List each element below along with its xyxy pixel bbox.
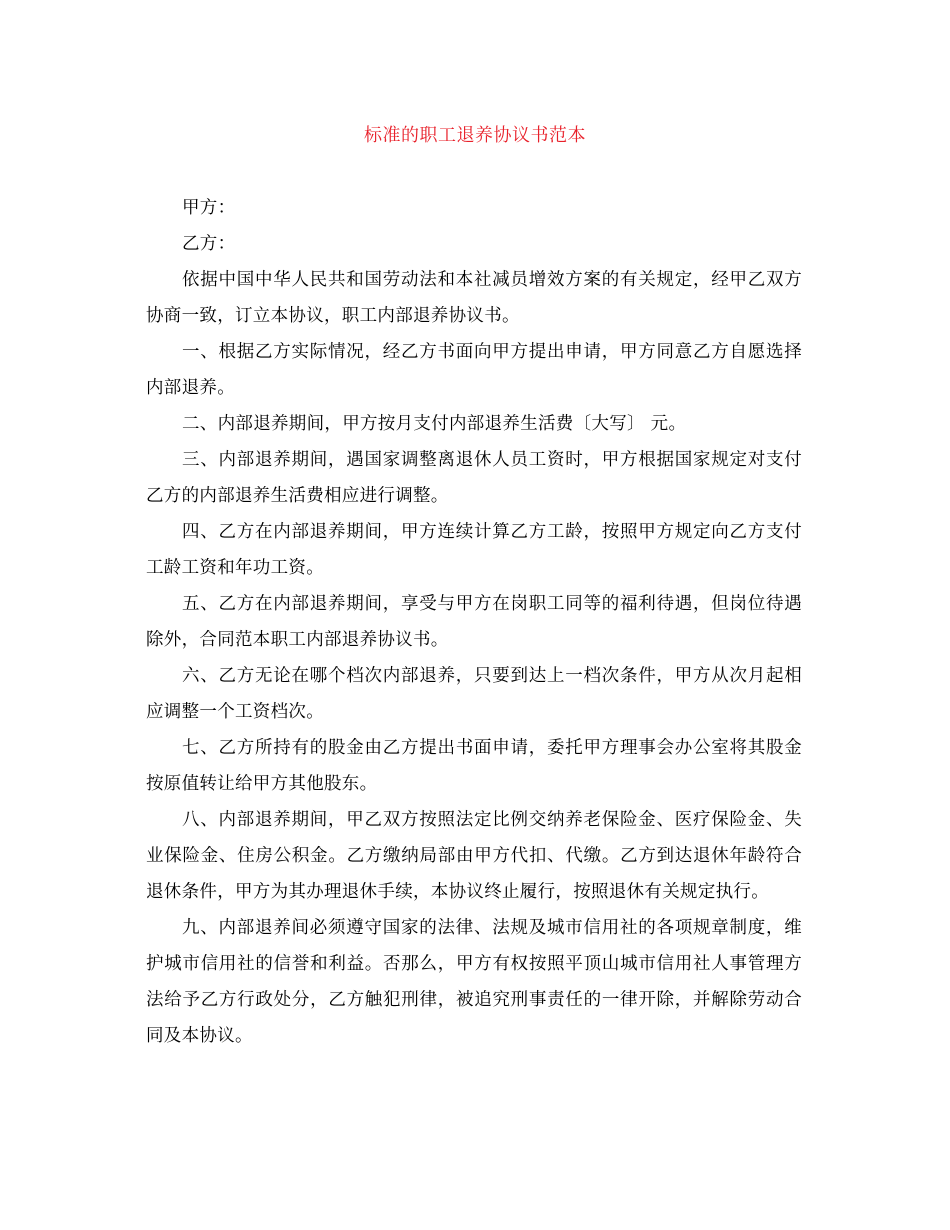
clause-6: 六、乙方无论在哪个档次内部退养，只要到达上一档次条件，甲方从次月起相应调整一个工资档次。 xyxy=(146,666,802,722)
clause-5: 五、乙方在内部退养期间，享受与甲方在岗职工同等的福利待遇，但岗位待遇除外，合同范本职工内部退养协议书。 xyxy=(146,594,802,650)
party-b-line: 乙方： xyxy=(182,234,236,254)
clause-3: 三、内部退养期间，遇国家调整离退休人员工资时，甲方根据国家规定对支付乙方的内部退养生活费相应进行调整。 xyxy=(146,450,802,506)
clause-2: 二、内部退养期间，甲方按月支付内部退养生活费〔大写〕 元。 xyxy=(182,414,687,434)
document-title: 标准的职工退养协议书范本 xyxy=(364,125,586,146)
clause-8: 八、内部退养期间，甲乙双方按照法定比例交纳养老保险金、医疗保险金、失业保险金、住房公积金。乙方缴纳局部由甲方代扣、代缴。乙方到达退休年龄符合退休条件，甲方为其办理退休手续，本协议终止履行，按照退休有关规定执行。 xyxy=(146,810,802,902)
clause-4: 四、乙方在内部退养期间，甲方连续计算乙方工龄，按照甲方规定向乙方支付工龄工资和年功工资。 xyxy=(146,522,802,578)
preamble-paragraph: 依据中国中华人民共和国劳动法和本社减员增效方案的有关规定，经甲乙双方协商一致，订立本协议，职工内部退养协议书。 xyxy=(146,270,802,326)
document-body xyxy=(146,190,802,1054)
party-a-line: 甲方： xyxy=(182,198,236,218)
clause-7: 七、乙方所持有的股金由乙方提出书面申请，委托甲方理事会办公室将其股金按原值转让给甲方其他股东。 xyxy=(146,738,802,794)
clause-9: 九、内部退养间必须遵守国家的法律、法规及城市信用社的各项规章制度，维护城市信用社的信誉和利益。否那么，甲方有权按照平顶山城市信用社人事管理方法给予乙方行政处分，乙方触犯刑律，被追究刑事责任的一律开除，并解除劳动合同及本协议。 xyxy=(146,918,802,1046)
clause-1: 一、根据乙方实际情况，经乙方书面向甲方提出申请，甲方同意乙方自愿选择内部退养。 xyxy=(146,342,802,398)
